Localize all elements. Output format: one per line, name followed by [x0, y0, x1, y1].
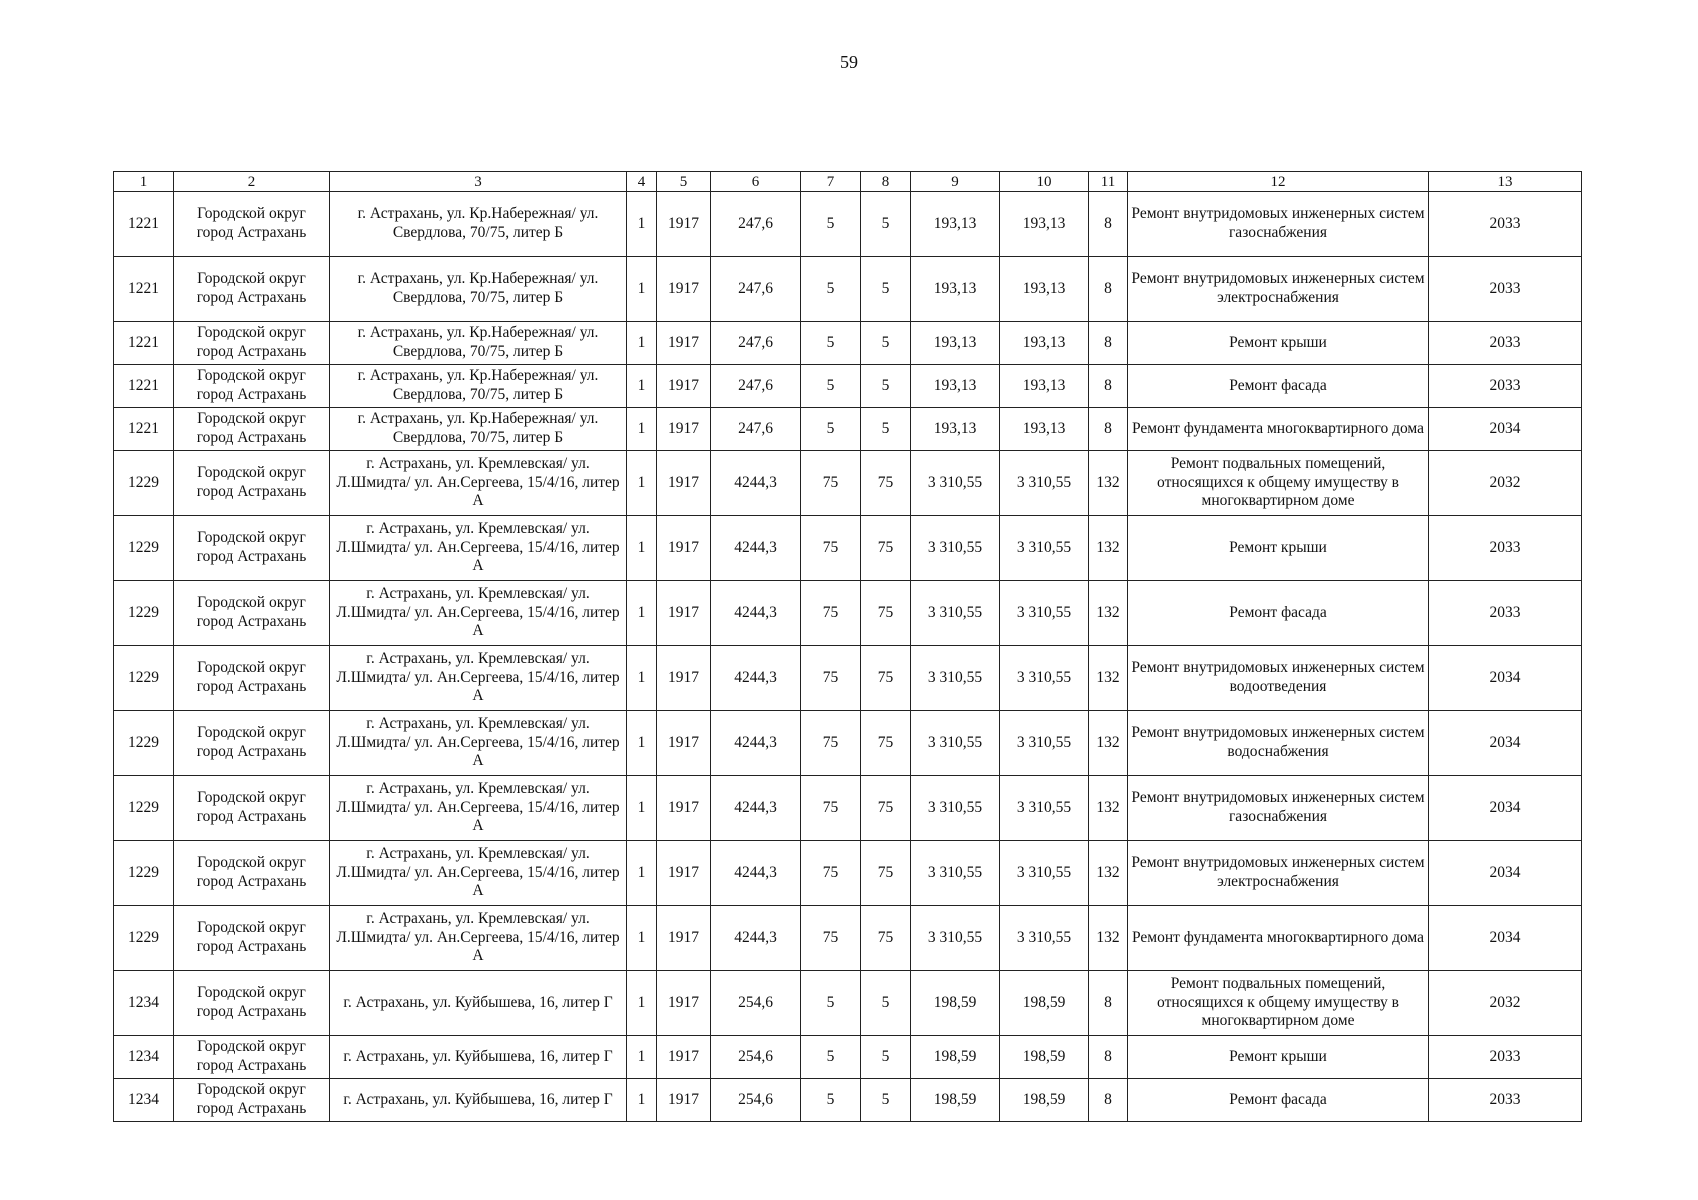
table-row: [114, 581, 1582, 646]
municipality-cell: Городской округ город Астрахань: [174, 711, 330, 776]
col10-cell: 198,59: [1000, 971, 1089, 1036]
year-built-cell: 1917: [657, 971, 711, 1036]
col8-cell: 5: [861, 1036, 911, 1079]
work-type-cell: Ремонт внутридомовых инженерных систем водоснабжения: [1128, 711, 1429, 776]
col8-cell: 75: [861, 516, 911, 581]
col10-cell: 193,13: [1000, 192, 1089, 257]
col9-cell: 3 310,55: [911, 841, 1000, 906]
year-built-cell: 1917: [657, 906, 711, 971]
col9-cell: 193,13: [911, 322, 1000, 365]
municipality-cell: Городской округ город Астрахань: [174, 841, 330, 906]
column-number: 6: [711, 172, 801, 192]
record-number-cell: 1229: [114, 906, 174, 971]
col11-cell: 8: [1089, 1079, 1128, 1122]
address-cell: г. Астрахань, ул. Кр.Набережная/ ул. Свердлова, 70/75, литер Б: [330, 322, 627, 365]
work-type-cell: Ремонт фасада: [1128, 1079, 1429, 1122]
year-built-cell: 1917: [657, 192, 711, 257]
year-built-cell: 1917: [657, 408, 711, 451]
col7-cell: 5: [801, 365, 861, 408]
count-cell: 1: [627, 451, 657, 516]
col11-cell: 132: [1089, 646, 1128, 711]
record-number-cell: 1234: [114, 1036, 174, 1079]
area-cell: 4244,3: [711, 906, 801, 971]
count-cell: 1: [627, 1036, 657, 1079]
col7-cell: 5: [801, 257, 861, 322]
area-cell: 247,6: [711, 365, 801, 408]
col7-cell: 5: [801, 971, 861, 1036]
municipality-cell: Городской округ город Астрахань: [174, 906, 330, 971]
municipality-cell: Городской округ город Астрахань: [174, 646, 330, 711]
year-cell: 2033: [1429, 257, 1582, 322]
column-number: 7: [801, 172, 861, 192]
record-number-cell: 1221: [114, 192, 174, 257]
address-cell: г. Астрахань, ул. Кремлевская/ ул. Л.Шмидта/ ул. Ан.Сергеева, 15/4/16, литер А: [330, 906, 627, 971]
address-cell: г. Астрахань, ул. Кр.Набережная/ ул. Свердлова, 70/75, литер Б: [330, 192, 627, 257]
col11-cell: 8: [1089, 257, 1128, 322]
year-built-cell: 1917: [657, 1036, 711, 1079]
col9-cell: 198,59: [911, 1036, 1000, 1079]
area-cell: 254,6: [711, 1079, 801, 1122]
work-type-cell: Ремонт внутридомовых инженерных систем электроснабжения: [1128, 841, 1429, 906]
address-cell: г. Астрахань, ул. Кремлевская/ ул. Л.Шмидта/ ул. Ан.Сергеева, 15/4/16, литер А: [330, 451, 627, 516]
year-cell: 2033: [1429, 192, 1582, 257]
record-number-cell: 1229: [114, 646, 174, 711]
column-number: 9: [911, 172, 1000, 192]
area-cell: 4244,3: [711, 516, 801, 581]
col8-cell: 75: [861, 581, 911, 646]
col11-cell: 132: [1089, 516, 1128, 581]
year-cell: 2034: [1429, 408, 1582, 451]
area-cell: 4244,3: [711, 776, 801, 841]
col11-cell: 132: [1089, 581, 1128, 646]
col10-cell: 3 310,55: [1000, 776, 1089, 841]
address-cell: г. Астрахань, ул. Кремлевская/ ул. Л.Шмидта/ ул. Ан.Сергеева, 15/4/16, литер А: [330, 646, 627, 711]
count-cell: 1: [627, 841, 657, 906]
record-number-cell: 1234: [114, 971, 174, 1036]
record-number-cell: 1221: [114, 322, 174, 365]
record-number-cell: 1229: [114, 581, 174, 646]
table-row: [114, 1036, 1582, 1079]
year-cell: 2034: [1429, 646, 1582, 711]
area-cell: 4244,3: [711, 581, 801, 646]
col8-cell: 75: [861, 451, 911, 516]
year-built-cell: 1917: [657, 257, 711, 322]
col7-cell: 75: [801, 711, 861, 776]
column-number: 5: [657, 172, 711, 192]
municipality-cell: Городской округ город Астрахань: [174, 365, 330, 408]
col8-cell: 5: [861, 257, 911, 322]
column-number: 11: [1089, 172, 1128, 192]
col11-cell: 8: [1089, 365, 1128, 408]
page-number: 59: [840, 52, 858, 72]
municipality-cell: Городской округ город Астрахань: [174, 516, 330, 581]
col7-cell: 75: [801, 841, 861, 906]
col11-cell: 132: [1089, 451, 1128, 516]
table-row: [114, 776, 1582, 841]
year-cell: 2034: [1429, 776, 1582, 841]
record-number-cell: 1221: [114, 408, 174, 451]
col8-cell: 5: [861, 971, 911, 1036]
work-type-cell: Ремонт крыши: [1128, 1036, 1429, 1079]
count-cell: 1: [627, 776, 657, 841]
year-cell: 2032: [1429, 971, 1582, 1036]
table-row: [114, 906, 1582, 971]
count-cell: 1: [627, 322, 657, 365]
work-type-cell: Ремонт фундамента многоквартирного дома: [1128, 408, 1429, 451]
table-row: [114, 257, 1582, 322]
count-cell: 1: [627, 408, 657, 451]
col7-cell: 5: [801, 1079, 861, 1122]
address-cell: г. Астрахань, ул. Кр.Набережная/ ул. Свердлова, 70/75, литер Б: [330, 365, 627, 408]
col10-cell: 3 310,55: [1000, 646, 1089, 711]
address-cell: г. Астрахань, ул. Кремлевская/ ул. Л.Шмидта/ ул. Ан.Сергеева, 15/4/16, литер А: [330, 581, 627, 646]
municipality-cell: Городской округ город Астрахань: [174, 1079, 330, 1122]
table-body: [114, 192, 1582, 1122]
record-number-cell: 1229: [114, 451, 174, 516]
col7-cell: 75: [801, 776, 861, 841]
table-row: [114, 365, 1582, 408]
year-built-cell: 1917: [657, 581, 711, 646]
col8-cell: 5: [861, 365, 911, 408]
column-number: 1: [114, 172, 174, 192]
municipality-cell: Городской округ город Астрахань: [174, 408, 330, 451]
col8-cell: 75: [861, 776, 911, 841]
col8-cell: 75: [861, 841, 911, 906]
municipality-cell: Городской округ город Астрахань: [174, 776, 330, 841]
year-cell: 2033: [1429, 365, 1582, 408]
count-cell: 1: [627, 906, 657, 971]
municipality-cell: Городской округ город Астрахань: [174, 971, 330, 1036]
col9-cell: 3 310,55: [911, 711, 1000, 776]
area-cell: 254,6: [711, 971, 801, 1036]
year-built-cell: 1917: [657, 516, 711, 581]
year-cell: 2033: [1429, 1079, 1582, 1122]
area-cell: 4244,3: [711, 646, 801, 711]
area-cell: 254,6: [711, 1036, 801, 1079]
address-cell: г. Астрахань, ул. Куйбышева, 16, литер Г: [330, 1036, 627, 1079]
year-built-cell: 1917: [657, 776, 711, 841]
area-cell: 247,6: [711, 257, 801, 322]
count-cell: 1: [627, 646, 657, 711]
col7-cell: 5: [801, 408, 861, 451]
col9-cell: 3 310,55: [911, 906, 1000, 971]
column-number: 2: [174, 172, 330, 192]
col7-cell: 5: [801, 322, 861, 365]
table-row: [114, 1079, 1582, 1122]
address-cell: г. Астрахань, ул. Кремлевская/ ул. Л.Шмидта/ ул. Ан.Сергеева, 15/4/16, литер А: [330, 776, 627, 841]
col10-cell: 193,13: [1000, 322, 1089, 365]
work-type-cell: Ремонт внутридомовых инженерных систем газоснабжения: [1128, 776, 1429, 841]
count-cell: 1: [627, 1079, 657, 1122]
year-cell: 2034: [1429, 711, 1582, 776]
table-row: [114, 646, 1582, 711]
table-row: [114, 516, 1582, 581]
col9-cell: 3 310,55: [911, 516, 1000, 581]
table-row: [114, 841, 1582, 906]
work-type-cell: Ремонт внутридомовых инженерных систем электроснабжения: [1128, 257, 1429, 322]
record-number-cell: 1229: [114, 841, 174, 906]
municipality-cell: Городской округ город Астрахань: [174, 1036, 330, 1079]
count-cell: 1: [627, 257, 657, 322]
table-row: [114, 322, 1582, 365]
area-cell: 4244,3: [711, 451, 801, 516]
col10-cell: 3 310,55: [1000, 451, 1089, 516]
address-cell: г. Астрахань, ул. Кр.Набережная/ ул. Свердлова, 70/75, литер Б: [330, 408, 627, 451]
col8-cell: 5: [861, 192, 911, 257]
area-cell: 247,6: [711, 322, 801, 365]
table-row: [114, 451, 1582, 516]
col8-cell: 75: [861, 906, 911, 971]
year-cell: 2033: [1429, 1036, 1582, 1079]
col7-cell: 75: [801, 906, 861, 971]
column-number: 8: [861, 172, 911, 192]
table-row: [114, 192, 1582, 257]
col8-cell: 5: [861, 408, 911, 451]
work-type-cell: Ремонт фасада: [1128, 581, 1429, 646]
year-cell: 2034: [1429, 906, 1582, 971]
col8-cell: 75: [861, 646, 911, 711]
year-cell: 2034: [1429, 841, 1582, 906]
col11-cell: 8: [1089, 192, 1128, 257]
col10-cell: 3 310,55: [1000, 906, 1089, 971]
municipality-cell: Городской округ город Астрахань: [174, 581, 330, 646]
work-type-cell: Ремонт подвальных помещений, относящихся к общему имуществу в многоквартирном доме: [1128, 971, 1429, 1036]
column-number-row: [114, 172, 1582, 192]
area-cell: 4244,3: [711, 711, 801, 776]
col7-cell: 75: [801, 581, 861, 646]
col11-cell: 8: [1089, 322, 1128, 365]
count-cell: 1: [627, 516, 657, 581]
col11-cell: 8: [1089, 1036, 1128, 1079]
col9-cell: 198,59: [911, 1079, 1000, 1122]
address-cell: г. Астрахань, ул. Кремлевская/ ул. Л.Шмидта/ ул. Ан.Сергеева, 15/4/16, литер А: [330, 516, 627, 581]
col8-cell: 5: [861, 322, 911, 365]
year-built-cell: 1917: [657, 646, 711, 711]
col9-cell: 3 310,55: [911, 646, 1000, 711]
municipality-cell: Городской округ город Астрахань: [174, 451, 330, 516]
work-type-cell: Ремонт фасада: [1128, 365, 1429, 408]
table-row: [114, 971, 1582, 1036]
count-cell: 1: [627, 971, 657, 1036]
year-built-cell: 1917: [657, 322, 711, 365]
year-cell: 2032: [1429, 451, 1582, 516]
year-built-cell: 1917: [657, 451, 711, 516]
work-type-cell: Ремонт внутридомовых инженерных систем газоснабжения: [1128, 192, 1429, 257]
col10-cell: 198,59: [1000, 1079, 1089, 1122]
col10-cell: 3 310,55: [1000, 841, 1089, 906]
col9-cell: 193,13: [911, 257, 1000, 322]
year-built-cell: 1917: [657, 711, 711, 776]
column-number: 12: [1128, 172, 1429, 192]
col8-cell: 5: [861, 1079, 911, 1122]
work-type-cell: Ремонт крыши: [1128, 322, 1429, 365]
municipality-cell: Городской округ город Астрахань: [174, 322, 330, 365]
municipality-cell: Городской округ город Астрахань: [174, 257, 330, 322]
area-cell: 4244,3: [711, 841, 801, 906]
col9-cell: 3 310,55: [911, 451, 1000, 516]
work-type-cell: Ремонт подвальных помещений, относящихся к общему имуществу в многоквартирном доме: [1128, 451, 1429, 516]
column-number: 4: [627, 172, 657, 192]
col11-cell: 132: [1089, 906, 1128, 971]
col11-cell: 8: [1089, 971, 1128, 1036]
col7-cell: 75: [801, 451, 861, 516]
table-row: [114, 408, 1582, 451]
repair-program-table: [113, 171, 1582, 1122]
count-cell: 1: [627, 711, 657, 776]
col7-cell: 75: [801, 516, 861, 581]
col8-cell: 75: [861, 711, 911, 776]
work-type-cell: Ремонт фундамента многоквартирного дома: [1128, 906, 1429, 971]
year-cell: 2033: [1429, 581, 1582, 646]
year-built-cell: 1917: [657, 841, 711, 906]
address-cell: г. Астрахань, ул. Кр.Набережная/ ул. Свердлова, 70/75, литер Б: [330, 257, 627, 322]
column-number: 10: [1000, 172, 1089, 192]
col10-cell: 3 310,55: [1000, 516, 1089, 581]
record-number-cell: 1234: [114, 1079, 174, 1122]
col9-cell: 3 310,55: [911, 581, 1000, 646]
col9-cell: 193,13: [911, 365, 1000, 408]
column-number: 3: [330, 172, 627, 192]
year-built-cell: 1917: [657, 1079, 711, 1122]
year-cell: 2033: [1429, 322, 1582, 365]
record-number-cell: 1229: [114, 516, 174, 581]
area-cell: 247,6: [711, 408, 801, 451]
address-cell: г. Астрахань, ул. Куйбышева, 16, литер Г: [330, 971, 627, 1036]
col10-cell: 3 310,55: [1000, 581, 1089, 646]
area-cell: 247,6: [711, 192, 801, 257]
record-number-cell: 1221: [114, 365, 174, 408]
address-cell: г. Астрахань, ул. Кремлевская/ ул. Л.Шмидта/ ул. Ан.Сергеева, 15/4/16, литер А: [330, 841, 627, 906]
col11-cell: 132: [1089, 776, 1128, 841]
work-type-cell: Ремонт внутридомовых инженерных систем водоотведения: [1128, 646, 1429, 711]
col7-cell: 5: [801, 192, 861, 257]
col9-cell: 193,13: [911, 192, 1000, 257]
col10-cell: 198,59: [1000, 1036, 1089, 1079]
municipality-cell: Городской округ город Астрахань: [174, 192, 330, 257]
col10-cell: 3 310,55: [1000, 711, 1089, 776]
col11-cell: 132: [1089, 841, 1128, 906]
address-cell: г. Астрахань, ул. Кремлевская/ ул. Л.Шмидта/ ул. Ан.Сергеева, 15/4/16, литер А: [330, 711, 627, 776]
year-built-cell: 1917: [657, 365, 711, 408]
col10-cell: 193,13: [1000, 365, 1089, 408]
col11-cell: 8: [1089, 408, 1128, 451]
col9-cell: 198,59: [911, 971, 1000, 1036]
column-number: 13: [1429, 172, 1582, 192]
col10-cell: 193,13: [1000, 257, 1089, 322]
year-cell: 2033: [1429, 516, 1582, 581]
record-number-cell: 1229: [114, 776, 174, 841]
col9-cell: 193,13: [911, 408, 1000, 451]
work-type-cell: Ремонт крыши: [1128, 516, 1429, 581]
col7-cell: 5: [801, 1036, 861, 1079]
table-row: [114, 711, 1582, 776]
count-cell: 1: [627, 581, 657, 646]
count-cell: 1: [627, 192, 657, 257]
col7-cell: 75: [801, 646, 861, 711]
record-number-cell: 1229: [114, 711, 174, 776]
record-number-cell: 1221: [114, 257, 174, 322]
col10-cell: 193,13: [1000, 408, 1089, 451]
address-cell: г. Астрахань, ул. Куйбышева, 16, литер Г: [330, 1079, 627, 1122]
count-cell: 1: [627, 365, 657, 408]
col9-cell: 3 310,55: [911, 776, 1000, 841]
col11-cell: 132: [1089, 711, 1128, 776]
